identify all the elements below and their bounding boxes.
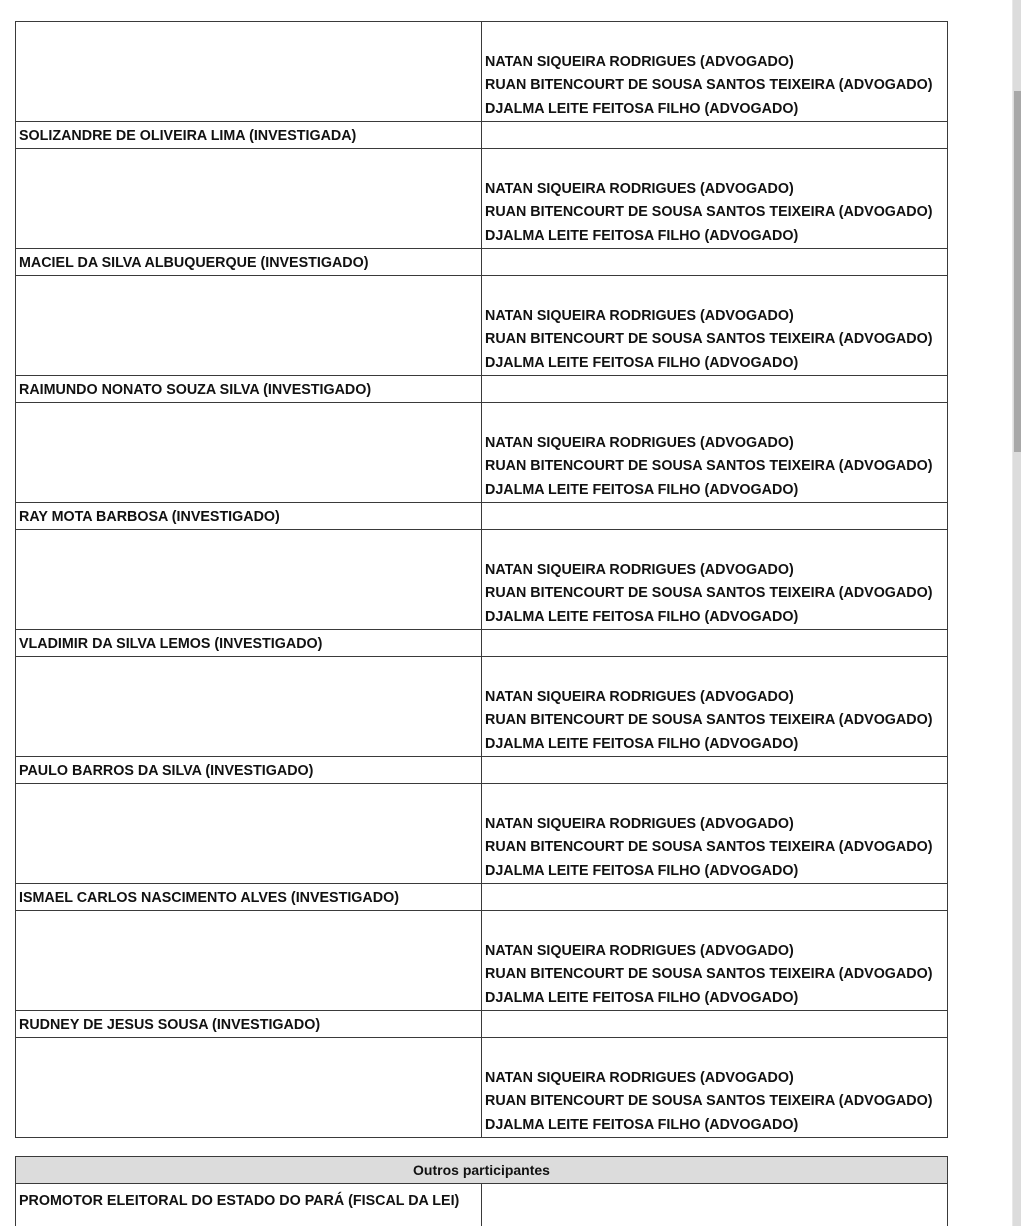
party-name-cell [16, 149, 482, 249]
lawyer-name: DJALMA LEITE FEITOSA FILHO (ADVOGADO) [485, 1116, 799, 1133]
party-row [16, 249, 948, 276]
lawyer-name: DJALMA LEITE FEITOSA FILHO (ADVOGADO) [485, 354, 799, 371]
participant-name-cell: PROMOTOR ELEITORAL DO ESTADO DO PARÁ (FISCAL DA LEI) [16, 1184, 482, 1226]
party-row [16, 1011, 948, 1038]
party-name-cell: SOLIZANDRE DE OLIVEIRA LIMA (INVESTIGADA) [16, 122, 482, 149]
lawyers-row [16, 911, 948, 1011]
lawyers-cell [482, 630, 948, 657]
lawyers-row [16, 22, 948, 122]
lawyer-name: NATAN SIQUEIRA RODRIGUES (ADVOGADO) [485, 53, 794, 70]
party-name-cell [16, 911, 482, 1011]
scrollbar-thumb[interactable] [1014, 91, 1021, 452]
lawyer-name: RUAN BITENCOURT DE SOUSA SANTOS TEIXEIRA (ADVOGADO) [485, 204, 933, 220]
party-name-cell [16, 1038, 482, 1138]
lawyer-name: RUAN BITENCOURT DE SOUSA SANTOS TEIXEIRA (ADVOGADO) [485, 331, 933, 347]
lawyers-row [16, 276, 948, 376]
lawyer-name: RUAN BITENCOURT DE SOUSA SANTOS TEIXEIRA (ADVOGADO) [485, 1093, 933, 1109]
lawyer-name: NATAN SIQUEIRA RODRIGUES (ADVOGADO) [485, 688, 794, 705]
vertical-scrollbar[interactable] [1012, 0, 1021, 1226]
lawyers-cell [482, 149, 948, 249]
table-row [16, 1184, 948, 1226]
party-row [16, 757, 948, 784]
lawyer-name: DJALMA LEITE FEITOSA FILHO (ADVOGADO) [485, 100, 799, 117]
other-participants-header-row [16, 1157, 948, 1184]
lawyer-name: NATAN SIQUEIRA RODRIGUES (ADVOGADO) [485, 561, 794, 578]
lawyers-row [16, 1038, 948, 1138]
party-name-cell [16, 276, 482, 376]
lawyer-name: DJALMA LEITE FEITOSA FILHO (ADVOGADO) [485, 862, 799, 879]
lawyer-name: DJALMA LEITE FEITOSA FILHO (ADVOGADO) [485, 608, 799, 625]
lawyers-cell [482, 657, 948, 757]
party-name-cell [16, 657, 482, 757]
lawyers-cell [482, 249, 948, 276]
lawyers-cell [482, 1011, 948, 1038]
lawyers-row [16, 530, 948, 630]
party-name-cell [16, 403, 482, 503]
party-name-cell: VLADIMIR DA SILVA LEMOS (INVESTIGADO) [16, 630, 482, 657]
party-name-cell: PAULO BARROS DA SILVA (INVESTIGADO) [16, 757, 482, 784]
lawyer-name: NATAN SIQUEIRA RODRIGUES (ADVOGADO) [485, 307, 794, 324]
lawyers-cell [482, 757, 948, 784]
party-row [16, 376, 948, 403]
party-name-cell [16, 784, 482, 884]
lawyer-name: NATAN SIQUEIRA RODRIGUES (ADVOGADO) [485, 434, 794, 451]
lawyers-cell [482, 376, 948, 403]
lawyers-cell [482, 884, 948, 911]
lawyers-cell [482, 530, 948, 630]
lawyer-name: NATAN SIQUEIRA RODRIGUES (ADVOGADO) [485, 180, 794, 197]
lawyer-name: RUAN BITENCOURT DE SOUSA SANTOS TEIXEIRA (ADVOGADO) [485, 966, 933, 982]
lawyer-name: RUAN BITENCOURT DE SOUSA SANTOS TEIXEIRA (ADVOGADO) [485, 839, 933, 855]
party-row [16, 122, 948, 149]
party-row [16, 630, 948, 657]
party-name-cell: MACIEL DA SILVA ALBUQUERQUE (INVESTIGADO) [16, 249, 482, 276]
lawyers-row [16, 657, 948, 757]
lawyers-cell [482, 784, 948, 884]
lawyer-name: NATAN SIQUEIRA RODRIGUES (ADVOGADO) [485, 942, 794, 959]
lawyer-name: DJALMA LEITE FEITOSA FILHO (ADVOGADO) [485, 989, 799, 1006]
party-name-cell: RUDNEY DE JESUS SOUSA (INVESTIGADO) [16, 1011, 482, 1038]
lawyer-name: RUAN BITENCOURT DE SOUSA SANTOS TEIXEIRA (ADVOGADO) [485, 458, 933, 474]
lawyer-name: RUAN BITENCOURT DE SOUSA SANTOS TEIXEIRA (ADVOGADO) [485, 585, 933, 601]
lawyer-name: NATAN SIQUEIRA RODRIGUES (ADVOGADO) [485, 815, 794, 832]
lawyers-cell [482, 403, 948, 503]
lawyers-cell [482, 122, 948, 149]
lawyers-cell [482, 276, 948, 376]
parties-table [15, 21, 948, 1138]
lawyers-row [16, 149, 948, 249]
party-row [16, 884, 948, 911]
other-participants-header: Outros participantes [16, 1157, 948, 1184]
lawyers-cell [482, 911, 948, 1011]
lawyers-row [16, 403, 948, 503]
party-name-cell: RAIMUNDO NONATO SOUZA SILVA (INVESTIGADO) [16, 376, 482, 403]
lawyers-cell [482, 1038, 948, 1138]
other-participants-table [15, 1156, 948, 1226]
party-name-cell [16, 530, 482, 630]
participant-lawyers-cell [482, 1184, 948, 1226]
lawyer-name: DJALMA LEITE FEITOSA FILHO (ADVOGADO) [485, 481, 799, 498]
lawyer-name: NATAN SIQUEIRA RODRIGUES (ADVOGADO) [485, 1069, 794, 1086]
lawyer-name: DJALMA LEITE FEITOSA FILHO (ADVOGADO) [485, 227, 799, 244]
party-row [16, 503, 948, 530]
lawyer-name: RUAN BITENCOURT DE SOUSA SANTOS TEIXEIRA (ADVOGADO) [485, 712, 933, 728]
lawyers-row [16, 784, 948, 884]
lawyers-cell [482, 22, 948, 122]
lawyers-cell [482, 503, 948, 530]
party-name-cell [16, 22, 482, 122]
party-name-cell: ISMAEL CARLOS NASCIMENTO ALVES (INVESTIGADO) [16, 884, 482, 911]
lawyer-name: DJALMA LEITE FEITOSA FILHO (ADVOGADO) [485, 735, 799, 752]
lawyer-name: RUAN BITENCOURT DE SOUSA SANTOS TEIXEIRA (ADVOGADO) [485, 77, 933, 93]
party-name-cell: RAY MOTA BARBOSA (INVESTIGADO) [16, 503, 482, 530]
